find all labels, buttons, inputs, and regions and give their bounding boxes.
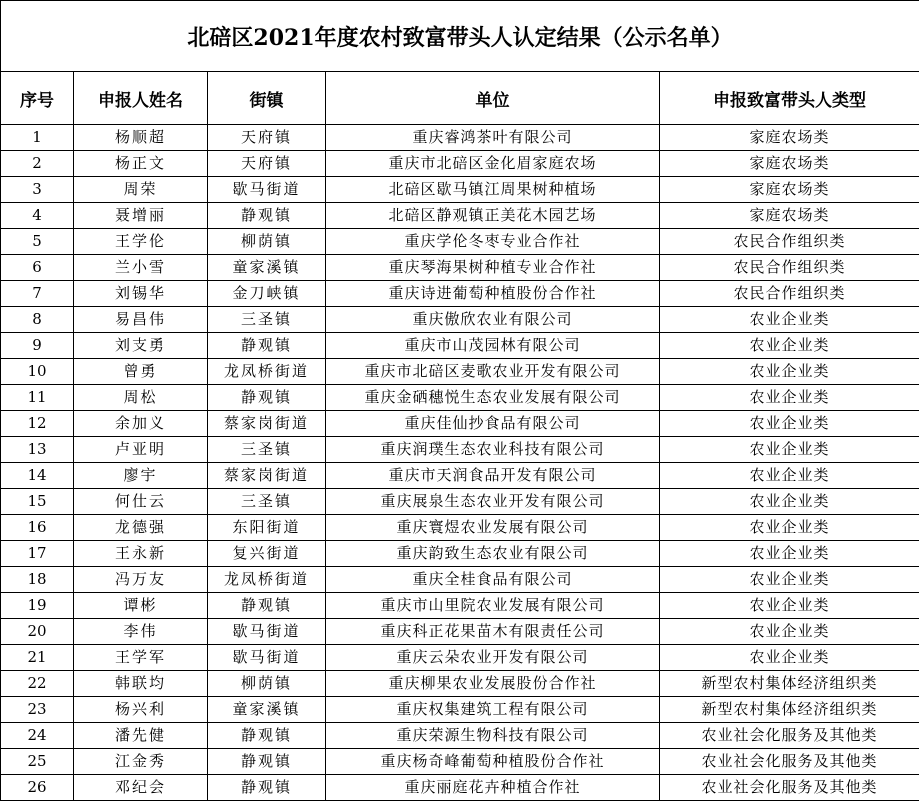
cell-unit: 重庆学伦冬枣专业合作社 <box>326 229 660 255</box>
cell-no: 6 <box>1 255 74 281</box>
table-row <box>1 593 919 619</box>
cell-name: 韩联均 <box>74 671 208 697</box>
cell-type: 农业社会化服务及其他类 <box>660 723 919 749</box>
table-row <box>1 671 919 697</box>
cell-name: 卢亚明 <box>74 437 208 463</box>
table-row <box>1 697 919 723</box>
cell-no: 3 <box>1 177 74 203</box>
cell-town: 歇马街道 <box>208 177 326 203</box>
cell-unit: 重庆荣源生物科技有限公司 <box>326 723 660 749</box>
cell-name: 杨正文 <box>74 151 208 177</box>
cell-type: 农民合作组织类 <box>660 229 919 255</box>
cell-type: 农业企业类 <box>660 385 919 411</box>
cell-unit: 重庆傲欣农业有限公司 <box>326 307 660 333</box>
cell-unit: 重庆柳果农业发展股份合作社 <box>326 671 660 697</box>
cell-name: 王学伦 <box>74 229 208 255</box>
cell-town: 龙凤桥街道 <box>208 567 326 593</box>
cell-unit: 重庆市北碚区麦歌农业开发有限公司 <box>326 359 660 385</box>
cell-type: 农业社会化服务及其他类 <box>660 775 919 801</box>
table-row <box>1 775 919 801</box>
cell-type: 农民合作组织类 <box>660 255 919 281</box>
cell-unit: 重庆科正花果苗木有限责任公司 <box>326 619 660 645</box>
table-row <box>1 567 919 593</box>
table-row <box>1 619 919 645</box>
cell-no: 26 <box>1 775 74 801</box>
table-row <box>1 463 919 489</box>
cell-no: 13 <box>1 437 74 463</box>
cell-type: 农业企业类 <box>660 619 919 645</box>
cell-unit: 重庆睿鸿茶叶有限公司 <box>326 125 660 151</box>
cell-name: 江金秀 <box>74 749 208 775</box>
cell-unit: 重庆市山里院农业发展有限公司 <box>326 593 660 619</box>
cell-unit: 北碚区歇马镇江周果树种植场 <box>326 177 660 203</box>
cell-no: 8 <box>1 307 74 333</box>
cell-unit: 重庆全桂食品有限公司 <box>326 567 660 593</box>
cell-unit: 重庆市天润食品开发有限公司 <box>326 463 660 489</box>
cell-type: 家庭农场类 <box>660 125 919 151</box>
cell-type: 农业企业类 <box>660 567 919 593</box>
cell-town: 静观镇 <box>208 593 326 619</box>
table-row <box>1 281 919 307</box>
table-row <box>1 749 919 775</box>
cell-unit: 重庆诗进葡萄种植股份合作社 <box>326 281 660 307</box>
cell-town: 柳荫镇 <box>208 229 326 255</box>
cell-type: 家庭农场类 <box>660 203 919 229</box>
cell-no: 17 <box>1 541 74 567</box>
cell-name: 王永新 <box>74 541 208 567</box>
cell-name: 曾勇 <box>74 359 208 385</box>
cell-unit: 重庆权集建筑工程有限公司 <box>326 697 660 723</box>
cell-type: 农业企业类 <box>660 593 919 619</box>
cell-unit: 北碚区静观镇正美花木园艺场 <box>326 203 660 229</box>
table-row <box>1 229 919 255</box>
cell-name: 兰小雪 <box>74 255 208 281</box>
cell-town: 蔡家岗街道 <box>208 411 326 437</box>
cell-name: 刘支勇 <box>74 333 208 359</box>
cell-town: 天府镇 <box>208 125 326 151</box>
cell-no: 5 <box>1 229 74 255</box>
cell-unit: 重庆市北碚区金化眉家庭农场 <box>326 151 660 177</box>
cell-type: 农业企业类 <box>660 437 919 463</box>
cell-name: 聂增丽 <box>74 203 208 229</box>
cell-town: 童家溪镇 <box>208 255 326 281</box>
cell-town: 金刀峡镇 <box>208 281 326 307</box>
cell-unit: 重庆市山茂园林有限公司 <box>326 333 660 359</box>
table-row <box>1 723 919 749</box>
header-type: 申报致富带头人类型 <box>660 72 919 125</box>
cell-no: 1 <box>1 125 74 151</box>
cell-name: 余加义 <box>74 411 208 437</box>
cell-unit: 重庆杨奇峰葡萄种植股份合作社 <box>326 749 660 775</box>
cell-town: 童家溪镇 <box>208 697 326 723</box>
cell-type: 农业企业类 <box>660 541 919 567</box>
table-row <box>1 359 919 385</box>
cell-no: 7 <box>1 281 74 307</box>
cell-no: 10 <box>1 359 74 385</box>
cell-no: 24 <box>1 723 74 749</box>
table-row <box>1 489 919 515</box>
table-row <box>1 385 919 411</box>
cell-no: 11 <box>1 385 74 411</box>
cell-unit: 重庆云朵农业开发有限公司 <box>326 645 660 671</box>
cell-name: 潘先健 <box>74 723 208 749</box>
cell-name: 杨兴利 <box>74 697 208 723</box>
cell-town: 静观镇 <box>208 333 326 359</box>
cell-unit: 重庆琴海果树种植专业合作社 <box>326 255 660 281</box>
cell-town: 歇马街道 <box>208 619 326 645</box>
cell-no: 12 <box>1 411 74 437</box>
cell-name: 周荣 <box>74 177 208 203</box>
cell-type: 新型农村集体经济组织类 <box>660 697 919 723</box>
cell-town: 复兴街道 <box>208 541 326 567</box>
table-row <box>1 515 919 541</box>
cell-unit: 重庆丽庭花卉种植合作社 <box>326 775 660 801</box>
cell-town: 东阳街道 <box>208 515 326 541</box>
cell-type: 农业企业类 <box>660 515 919 541</box>
cell-name: 龙德强 <box>74 515 208 541</box>
cell-no: 14 <box>1 463 74 489</box>
cell-town: 静观镇 <box>208 749 326 775</box>
cell-no: 25 <box>1 749 74 775</box>
table-row <box>1 177 919 203</box>
cell-unit: 重庆佳仙抄食品有限公司 <box>326 411 660 437</box>
cell-town: 三圣镇 <box>208 437 326 463</box>
cell-town: 蔡家岗街道 <box>208 463 326 489</box>
table-row <box>1 333 919 359</box>
cell-type: 新型农村集体经济组织类 <box>660 671 919 697</box>
cell-no: 9 <box>1 333 74 359</box>
cell-town: 三圣镇 <box>208 307 326 333</box>
header-unit: 单位 <box>326 72 660 125</box>
table-row <box>1 541 919 567</box>
cell-name: 邓纪会 <box>74 775 208 801</box>
cell-no: 20 <box>1 619 74 645</box>
cell-town: 柳荫镇 <box>208 671 326 697</box>
cell-name: 廖宇 <box>74 463 208 489</box>
document-title: 北碚区2021年度农村致富带头人认定结果（公示名单） <box>1 1 919 72</box>
table-row <box>1 307 919 333</box>
table-row <box>1 151 919 177</box>
cell-name: 谭彬 <box>74 593 208 619</box>
cell-town: 静观镇 <box>208 723 326 749</box>
cell-name: 杨顺超 <box>74 125 208 151</box>
cell-no: 21 <box>1 645 74 671</box>
table-row <box>1 203 919 229</box>
cell-type: 家庭农场类 <box>660 177 919 203</box>
cell-unit: 重庆展泉生态农业开发有限公司 <box>326 489 660 515</box>
cell-name: 刘锡华 <box>74 281 208 307</box>
table-body <box>1 125 919 801</box>
cell-no: 16 <box>1 515 74 541</box>
table-row <box>1 411 919 437</box>
cell-unit: 重庆金硒穗悦生态农业发展有限公司 <box>326 385 660 411</box>
header-row <box>1 72 919 125</box>
cell-type: 农民合作组织类 <box>660 281 919 307</box>
cell-type: 农业企业类 <box>660 645 919 671</box>
table-row <box>1 255 919 281</box>
cell-no: 19 <box>1 593 74 619</box>
cell-town: 龙凤桥街道 <box>208 359 326 385</box>
table-row <box>1 125 919 151</box>
header-town: 街镇 <box>208 72 326 125</box>
header-no: 序号 <box>1 72 74 125</box>
cell-no: 18 <box>1 567 74 593</box>
cell-unit: 重庆润璞生态农业科技有限公司 <box>326 437 660 463</box>
header-name: 申报人姓名 <box>74 72 208 125</box>
cell-no: 2 <box>1 151 74 177</box>
cell-town: 静观镇 <box>208 203 326 229</box>
cell-unit: 重庆寰煜农业发展有限公司 <box>326 515 660 541</box>
cell-no: 4 <box>1 203 74 229</box>
cell-no: 15 <box>1 489 74 515</box>
cell-type: 农业企业类 <box>660 359 919 385</box>
cell-type: 农业企业类 <box>660 411 919 437</box>
cell-name: 何仕云 <box>74 489 208 515</box>
cell-town: 静观镇 <box>208 385 326 411</box>
cell-no: 23 <box>1 697 74 723</box>
cell-name: 冯万友 <box>74 567 208 593</box>
cell-name: 周松 <box>74 385 208 411</box>
cell-type: 农业企业类 <box>660 333 919 359</box>
cell-type: 家庭农场类 <box>660 151 919 177</box>
cell-type: 农业企业类 <box>660 307 919 333</box>
cell-name: 易昌伟 <box>74 307 208 333</box>
cell-type: 农业社会化服务及其他类 <box>660 749 919 775</box>
cell-name: 王学军 <box>74 645 208 671</box>
cell-name: 李伟 <box>74 619 208 645</box>
table-row <box>1 645 919 671</box>
cell-town: 三圣镇 <box>208 489 326 515</box>
table-row <box>1 437 919 463</box>
cell-town: 静观镇 <box>208 775 326 801</box>
cell-type: 农业企业类 <box>660 489 919 515</box>
cell-town: 天府镇 <box>208 151 326 177</box>
cell-unit: 重庆韵致生态农业有限公司 <box>326 541 660 567</box>
cell-no: 22 <box>1 671 74 697</box>
cell-type: 农业企业类 <box>660 463 919 489</box>
cell-town: 歇马街道 <box>208 645 326 671</box>
